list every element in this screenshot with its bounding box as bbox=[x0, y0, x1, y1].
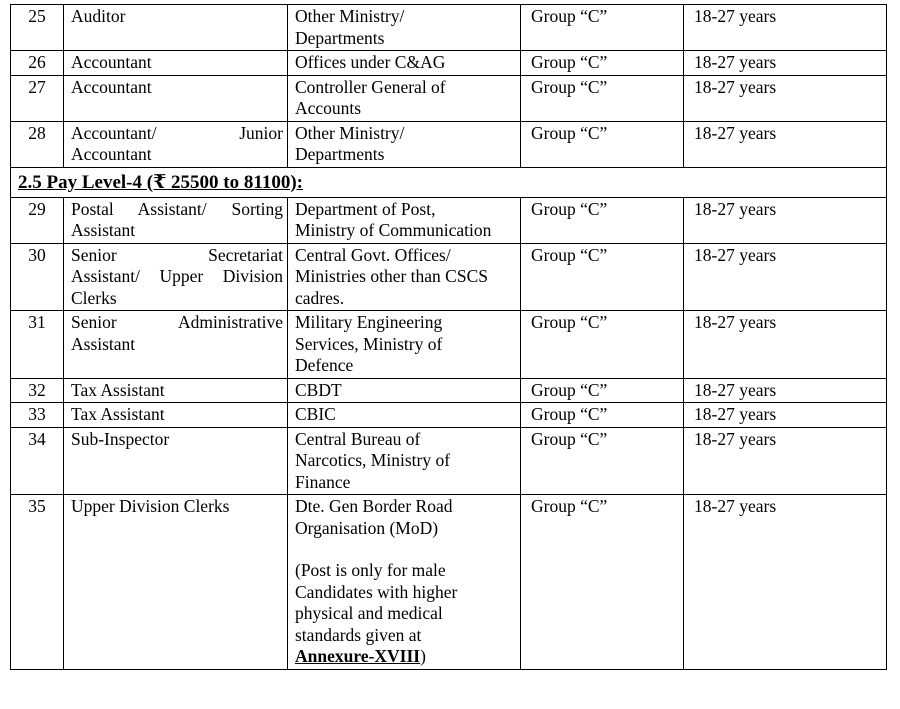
age-limit: 18-27 years bbox=[684, 378, 887, 403]
org-line: Departments bbox=[295, 27, 385, 48]
org-line: Accounts bbox=[295, 98, 362, 118]
org-line: Dte. Gen Border Road bbox=[295, 496, 453, 516]
group: Group “C” bbox=[521, 495, 684, 670]
organisation bbox=[288, 495, 521, 670]
table-row bbox=[11, 311, 887, 379]
org-line: Central Bureau of bbox=[295, 428, 421, 449]
age-limit: 18-27 years bbox=[684, 75, 887, 121]
organisation bbox=[288, 121, 521, 167]
org-line: Offices under C&AG bbox=[295, 52, 446, 72]
posts-table bbox=[10, 4, 887, 670]
section-heading-cell bbox=[11, 167, 887, 197]
post-name: Upper Division Clerks bbox=[64, 495, 288, 670]
serial-number: 34 bbox=[11, 427, 64, 495]
serial-number: 29 bbox=[11, 197, 64, 243]
table-row bbox=[11, 121, 887, 167]
post-line: Assistant bbox=[71, 333, 136, 354]
serial-number: 31 bbox=[11, 311, 64, 379]
post-line: Accountant bbox=[71, 144, 152, 164]
org-line: Other Ministry/ bbox=[295, 122, 405, 143]
org-line: Other Ministry/ bbox=[295, 6, 405, 26]
table-row bbox=[11, 243, 887, 311]
posts-table-body-lower bbox=[11, 197, 887, 495]
table-row bbox=[11, 51, 887, 76]
serial-number: 25 bbox=[11, 5, 64, 51]
posts-table-body-upper bbox=[11, 5, 887, 168]
table-row bbox=[11, 378, 887, 403]
age-limit: 18-27 years bbox=[684, 427, 887, 495]
org-line: Ministry of Communication bbox=[295, 220, 492, 240]
post-name bbox=[64, 427, 288, 495]
organisation bbox=[288, 378, 521, 403]
organisation bbox=[288, 243, 521, 311]
age-limit: 18-27 years bbox=[684, 403, 887, 428]
group: Group “C” bbox=[521, 311, 684, 379]
age-limit: 18-27 years bbox=[684, 495, 887, 670]
organisation bbox=[288, 51, 521, 76]
group: Group “C” bbox=[521, 243, 684, 311]
note-line: Candidates with higher bbox=[295, 581, 458, 602]
post-line: Accountant/ Junior bbox=[71, 122, 283, 143]
post-name bbox=[64, 5, 288, 51]
post-name bbox=[64, 121, 288, 167]
age-limit: 18-27 years bbox=[684, 5, 887, 51]
org-line: Defence bbox=[295, 355, 354, 375]
organisation bbox=[288, 75, 521, 121]
post-line: Auditor bbox=[71, 6, 126, 26]
organisation bbox=[288, 5, 521, 51]
org-line: Services, Ministry of bbox=[295, 333, 443, 354]
group: Group “C” bbox=[521, 5, 684, 51]
group: Group “C” bbox=[521, 403, 684, 428]
note-line: physical and medical bbox=[295, 603, 443, 623]
post-line: Tax Assistant bbox=[71, 379, 165, 400]
post-line: Accountant bbox=[71, 52, 152, 72]
table-row bbox=[11, 75, 887, 121]
note-line: standards given at bbox=[295, 624, 422, 645]
note-line: (Post is only for male bbox=[295, 560, 446, 580]
org-line: Controller General of bbox=[295, 76, 446, 97]
serial-number: 30 bbox=[11, 243, 64, 311]
serial-number: 26 bbox=[11, 51, 64, 76]
post-line: Accountant bbox=[71, 76, 152, 97]
age-limit: 18-27 years bbox=[684, 51, 887, 76]
org-line: Finance bbox=[295, 471, 351, 492]
table-row bbox=[11, 5, 887, 51]
org-line: Ministries other than CSCS bbox=[295, 266, 488, 286]
organisation bbox=[288, 427, 521, 495]
section-heading-row bbox=[11, 167, 887, 197]
post-line: Senior Secretariat bbox=[71, 244, 283, 265]
group: Group “C” bbox=[521, 121, 684, 167]
post-line: Senior Administrative bbox=[71, 312, 283, 332]
organisation bbox=[288, 197, 521, 243]
note-gap bbox=[295, 539, 516, 560]
org-line: Military Engineering bbox=[295, 312, 443, 332]
annexure-reference: Annexure-XVIII bbox=[295, 646, 421, 666]
serial-number: 27 bbox=[11, 75, 64, 121]
post-name bbox=[64, 51, 288, 76]
age-limit: 18-27 years bbox=[684, 197, 887, 243]
post-name bbox=[64, 403, 288, 428]
serial-number: 32 bbox=[11, 378, 64, 403]
age-limit: 18-27 years bbox=[684, 243, 887, 311]
age-limit: 18-27 years bbox=[684, 311, 887, 379]
post-line: Postal Assistant/ Sorting bbox=[71, 198, 283, 219]
post-line: Assistant bbox=[71, 220, 136, 240]
age-limit: 18-27 years bbox=[684, 121, 887, 167]
section-title: 2.5 Pay Level-4 (₹ 25500 to 81100): bbox=[18, 171, 303, 193]
serial-number: 28 bbox=[11, 121, 64, 167]
annexure-close: ) bbox=[420, 646, 426, 666]
organisation bbox=[288, 311, 521, 379]
post-name bbox=[64, 75, 288, 121]
org-line: Departments bbox=[295, 144, 385, 164]
post-name bbox=[64, 243, 288, 311]
org-line: Organisation (MoD) bbox=[295, 517, 439, 538]
group: Group “C” bbox=[521, 427, 684, 495]
table-row bbox=[11, 403, 887, 428]
post-name bbox=[64, 311, 288, 379]
table-row bbox=[11, 427, 887, 495]
post-name bbox=[64, 378, 288, 403]
serial-number: 33 bbox=[11, 403, 64, 428]
org-line: Department of Post, bbox=[295, 198, 436, 219]
group: Group “C” bbox=[521, 75, 684, 121]
org-line: CBIC bbox=[295, 404, 336, 424]
org-line: cadres. bbox=[295, 287, 345, 308]
org-line: Narcotics, Ministry of bbox=[295, 450, 451, 470]
group: Group “C” bbox=[521, 197, 684, 243]
post-line: Sub-Inspector bbox=[71, 428, 170, 449]
group: Group “C” bbox=[521, 378, 684, 403]
group: Group “C” bbox=[521, 51, 684, 76]
post-name bbox=[64, 197, 288, 243]
organisation bbox=[288, 403, 521, 428]
post-line: Clerks bbox=[71, 287, 117, 308]
serial-number: 35 bbox=[11, 495, 64, 670]
post-line: Tax Assistant bbox=[71, 404, 165, 424]
table-row bbox=[11, 495, 887, 670]
org-line: Central Govt. Offices/ bbox=[295, 244, 451, 265]
post-line: Assistant/ Upper Division bbox=[71, 266, 283, 286]
org-line: CBDT bbox=[295, 379, 342, 400]
table-row bbox=[11, 197, 887, 243]
